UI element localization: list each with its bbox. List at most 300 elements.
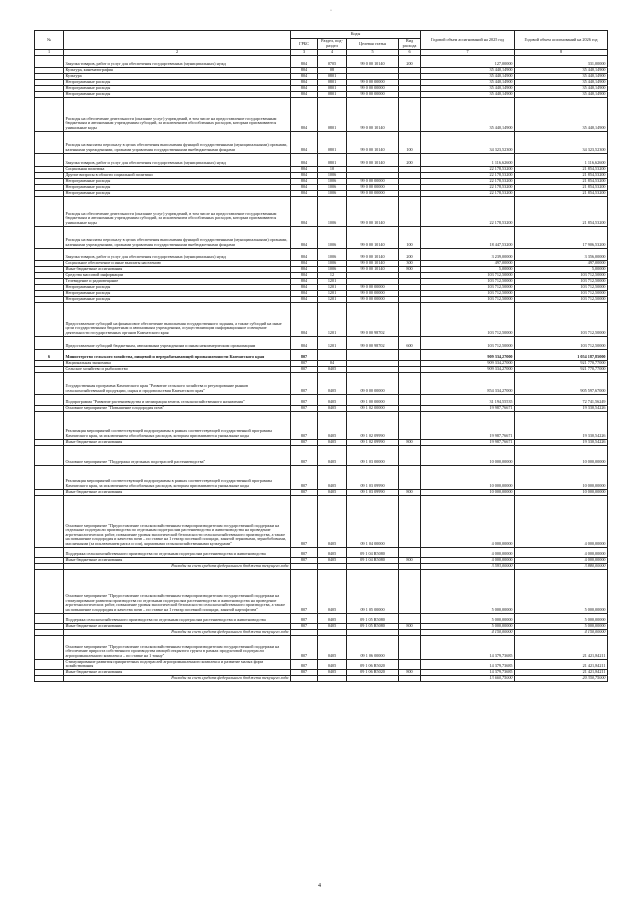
row-num (35, 153, 64, 166)
row-grbs: 804 (291, 248, 318, 260)
row-csr: 09 0 00 00000 (347, 372, 399, 394)
table-row (35, 248, 608, 260)
row-csr: 09 1 05 00000 (347, 569, 399, 613)
row-amount-2025: 19 987,76671 (421, 439, 515, 445)
row-amount-2026: 21 854,53200 (515, 172, 608, 178)
row-vr (399, 613, 421, 623)
row-csr: 99 0 00 00000 (347, 85, 399, 91)
row-amount-2025: 22 178,53200 (421, 196, 515, 226)
row-num (35, 248, 64, 260)
row-name: Расходы за счет средств федерального бюджета текущего года (64, 563, 291, 569)
row-name: Непрограммные расходы (64, 284, 291, 290)
row-name: Закупка товаров, работ и услуг для обеспечения государственных (муниципальных) нужд (64, 248, 291, 260)
row-grbs: 804 (291, 190, 318, 196)
row-num (35, 445, 64, 465)
row-razdel: 1006 (318, 196, 347, 226)
row-amount-2025: 10 000,00000 (421, 445, 515, 465)
row-amount-2025: 103 712,50000 (421, 278, 515, 284)
row-amount-2025: 909 334,27000 (421, 360, 515, 366)
row-razdel: 0405 (318, 495, 347, 547)
row-amount-2026: 19 330,54226 (515, 411, 608, 439)
row-name: Государственная программа Камчатского края "Развитие сельского хозяйства и регулирование рынков сельскохозяйственной продукции, сырья и продовольствия Камчатского края" (64, 372, 291, 394)
row-grbs: 804 (291, 131, 318, 153)
row-grbs: 807 (291, 445, 318, 465)
row-vr (399, 97, 421, 131)
row-amount-2026: 35 440,14900 (515, 97, 608, 131)
row-name: Другие вопросы в области социальной политики (64, 172, 291, 178)
row-grbs: 804 (291, 73, 318, 79)
row-csr: 99 0 00 00000 (347, 184, 399, 190)
row-amount-2026: 5,00000 (515, 266, 608, 272)
row-amount-2025: 103 712,50000 (421, 296, 515, 302)
row-amount-2026: 21 421,84211 (515, 669, 608, 675)
row-grbs: 807 (291, 349, 318, 360)
row-csr: 99 0 00 00000 (347, 79, 399, 85)
table-row (35, 336, 608, 349)
row-amount-2026: 21 421,84211 (515, 635, 608, 659)
row-csr: 09 1 04 00000 (347, 495, 399, 547)
row-grbs: 807 (291, 405, 318, 411)
row-num (35, 495, 64, 547)
row-amount-2026: 35 440,14900 (515, 67, 608, 73)
row-csr: 09 1 04 R5080 (347, 547, 399, 557)
header-vr: Вид расхода (399, 39, 421, 50)
row-amount-2025: 3 239,00000 (421, 248, 515, 260)
index-cell: 4 (318, 50, 347, 56)
row-grbs: 807 (291, 366, 318, 372)
row-csr: 09 1 06 00000 (347, 635, 399, 659)
row-name: Непрограммные расходы (64, 296, 291, 302)
row-amount-2026: 34 323,52300 (515, 131, 608, 153)
row-razdel: 10 (318, 166, 347, 172)
row-amount-2025: 22 178,53200 (421, 190, 515, 196)
row-vr (399, 302, 421, 336)
row-grbs: 807 (291, 557, 318, 563)
row-razdel: 0405 (318, 613, 347, 623)
row-name: Основное мероприятие "Повышение плодородия почв" (64, 405, 291, 411)
row-vr: 800 (399, 557, 421, 563)
row-amount-2026: 103 712,50000 (515, 284, 608, 290)
row-amount-2026: 103 712,50000 (515, 290, 608, 296)
row-amount-2025: 4 000,00000 (421, 495, 515, 547)
table-row (35, 196, 608, 226)
row-csr: 99 0 00 10140 (347, 196, 399, 226)
table-row (35, 445, 608, 465)
row-amount-2026: 4 000,00000 (515, 557, 608, 563)
row-name: Закупка товаров, работ и услуг для обеспечения государственных (муниципальных) нужд (64, 153, 291, 166)
row-csr: 99 0 00 98702 (347, 302, 399, 336)
row-name: Непрограммные расходы (64, 79, 291, 85)
page-number: 4 (318, 883, 321, 889)
row-amount-2026: 10 000,00000 (515, 489, 608, 495)
header-csr: Целевая статья (347, 39, 399, 50)
row-amount-2025: 103 712,50000 (421, 290, 515, 296)
row-amount-2025: 3 593,00000 (421, 563, 515, 569)
row-vr (399, 411, 421, 439)
row-name: Реализация мероприятий соответствующей подпрограммы в рамках соответствующей государственной программы Камчатского края, за исключением обособленных расходов, которым присваиваются уникальные коды (64, 465, 291, 489)
row-csr: 99 0 00 10140 (347, 55, 399, 67)
row-grbs: 807 (291, 372, 318, 394)
row-amount-2025: 14 379,73685 (421, 635, 515, 659)
row-name: Предоставление субсидий бюджетным, автономным учреждениям и иным некоммерческим организациям (64, 336, 291, 349)
row-amount-2026: 21 854,53200 (515, 184, 608, 190)
row-amount-2026: 497,00000 (515, 260, 608, 266)
row-csr: 99 0 00 10140 (347, 248, 399, 260)
row-amount-2026: 10 000,00000 (515, 465, 608, 489)
row-csr: 99 0 00 10140 (347, 131, 399, 153)
row-name: Подпрограмма "Развитие растениеводства и мелиорация земель сельскохозяйственного назначения" (64, 394, 291, 405)
row-vr: 300 (399, 260, 421, 266)
row-csr: 09 1 02 09990 (347, 439, 399, 445)
row-csr: 99 0 00 00000 (347, 290, 399, 296)
row-vr: 800 (399, 489, 421, 495)
row-grbs: 804 (291, 91, 318, 97)
table-row (35, 659, 608, 669)
row-amount-2025: 854 334,27000 (421, 372, 515, 394)
row-name: Расходы на выплаты персоналу в целях обеспечения выполнения функций государственными (муниципальными) органами, казенными учреждениями, органами управления государственными внебюджетными фондами (64, 226, 291, 248)
row-num (35, 196, 64, 226)
table-row (35, 97, 608, 131)
row-amount-2025: 35 440,14900 (421, 97, 515, 131)
row-csr: 99 0 00 00000 (347, 190, 399, 196)
row-num (35, 226, 64, 248)
row-vr: 800 (399, 669, 421, 675)
row-amount-2025: 103 712,50000 (421, 336, 515, 349)
row-amount-2025: 35 440,14900 (421, 67, 515, 73)
row-name: Иные бюджетные ассигнования (64, 439, 291, 445)
header-grbs: ГРБС (291, 39, 318, 50)
row-amount-2026: 3 356,00000 (515, 248, 608, 260)
table-row (35, 394, 608, 405)
row-razdel: 0405 (318, 623, 347, 629)
row-amount-2025: 35 440,14900 (421, 85, 515, 91)
row-razdel: 0801 (318, 97, 347, 131)
header-razdel: Раздел, под-раздел (318, 39, 347, 50)
row-vr: 600 (399, 336, 421, 349)
row-razdel: 0405 (318, 557, 347, 563)
index-cell: 8 (515, 50, 608, 56)
index-cell: 7 (421, 50, 515, 56)
row-amount-2025: 22 178,53200 (421, 184, 515, 190)
header-num: № (35, 31, 64, 50)
row-grbs: 807 (291, 411, 318, 439)
row-amount-2025: 5,00000 (421, 266, 515, 272)
row-num (35, 675, 64, 681)
row-name: Расходы на обеспечение деятельности (оказание услуг) учреждений, в том числе на предоставление государственным бюджетным и автономным учреждениям субсидий, за исключением обособленных расходов, которым присваиваются уникальные коды (64, 97, 291, 131)
row-name: Поддержка сельскохозяйственного производства по отдельным подотраслям растениеводства и животноводства (64, 547, 291, 557)
table-row (35, 372, 608, 394)
row-vr (399, 196, 421, 226)
row-razdel: 12 (318, 272, 347, 278)
row-csr: 09 1 04 R5080 (347, 557, 399, 563)
row-grbs: 807 (291, 394, 318, 405)
row-amount-2026: 4 150,00000 (515, 629, 608, 635)
row-grbs: 804 (291, 260, 318, 266)
row-name: Непрограммные расходы (64, 184, 291, 190)
row-grbs: 804 (291, 302, 318, 336)
row-amount-2025: 35 440,14900 (421, 79, 515, 85)
row-vr (399, 547, 421, 557)
table-row (35, 613, 608, 623)
row-vr (399, 465, 421, 489)
row-razdel (318, 349, 347, 360)
row-razdel: 0405 (318, 405, 347, 411)
row-csr: 09 1 03 09990 (347, 465, 399, 489)
row-name: Непрограммные расходы (64, 178, 291, 184)
row-amount-2026: 103 712,50000 (515, 336, 608, 349)
header-name (64, 31, 291, 50)
row-amount-2025: 497,00000 (421, 260, 515, 266)
row-csr: 09 1 05 R5080 (347, 623, 399, 629)
row-vr (399, 635, 421, 659)
row-csr: 99 0 00 10140 (347, 226, 399, 248)
row-vr: 200 (399, 248, 421, 260)
row-amount-2026: 35 440,14900 (515, 85, 608, 91)
row-num (35, 659, 64, 669)
row-num (35, 394, 64, 405)
top-mark: · (330, 8, 332, 14)
row-amount-2026: 921 770,77000 (515, 360, 608, 366)
row-grbs: 807 (291, 613, 318, 623)
row-num (35, 336, 64, 349)
row-name: Закупка товаров, работ и услуг для обеспечения государственных (муниципальных) нужд (64, 55, 291, 67)
row-csr: 09 1 06 R5020 (347, 669, 399, 675)
row-amount-2026: 20 350,75000 (515, 675, 608, 681)
row-num (35, 569, 64, 613)
row-vr: 800 (399, 266, 421, 272)
row-name: Культура, кинематография (64, 67, 291, 73)
row-name: Непрограммные расходы (64, 85, 291, 91)
row-grbs: 807 (291, 547, 318, 557)
row-grbs: 804 (291, 196, 318, 226)
row-name: Расходы за счет средств федерального бюджета текущего года (64, 675, 291, 681)
row-grbs: 804 (291, 296, 318, 302)
row-amount-2026: 21 854,53200 (515, 190, 608, 196)
row-name: Социальная политика (64, 166, 291, 172)
row-amount-2025: 14 379,73685 (421, 659, 515, 669)
row-grbs: 804 (291, 272, 318, 278)
row-num (35, 97, 64, 131)
row-vr: 200 (399, 55, 421, 67)
row-grbs: 804 (291, 67, 318, 73)
table-row (35, 55, 608, 67)
row-amount-2026: 1 116,62600 (515, 153, 608, 166)
row-razdel: 0405 (318, 659, 347, 669)
row-razdel: 0801 (318, 91, 347, 97)
row-amount-2025: 34 323,52300 (421, 131, 515, 153)
row-amount-2025: 4 000,00000 (421, 547, 515, 557)
row-grbs: 804 (291, 336, 318, 349)
row-num (35, 131, 64, 153)
row-grbs: 804 (291, 85, 318, 91)
budget-table (34, 30, 608, 682)
row-name: Расходы за счет средств федерального бюджета текущего года (64, 629, 291, 635)
row-grbs: 807 (291, 635, 318, 659)
row-vr: 200 (399, 153, 421, 166)
row-amount-2026: 5 000,00000 (515, 569, 608, 613)
row-amount-2025: 909 334,27000 (421, 349, 515, 360)
row-csr: 99 0 00 00000 (347, 284, 399, 290)
row-name: Непрограммные расходы (64, 190, 291, 196)
row-csr: 99 0 00 00000 (347, 296, 399, 302)
row-grbs: 804 (291, 79, 318, 85)
index-cell: 1 (35, 50, 64, 56)
row-vr: 800 (399, 623, 421, 629)
row-name: Основное мероприятие "Предоставление сельскохозяйственным товаропроизводителям государственной поддержки на обеспечение прироста собственного производства овощей открытого грунта в рамках продуктовой подотрасли агропромышленного комплекса – по ставке на 1 тонну" (64, 635, 291, 659)
table-row (35, 411, 608, 439)
row-num (35, 465, 64, 489)
row-razdel: 1006 (318, 248, 347, 260)
row-grbs: 804 (291, 172, 318, 178)
row-razdel: 0405 (318, 439, 347, 445)
row-amount-2026: 17 906,53200 (515, 226, 608, 248)
row-razdel: 1201 (318, 290, 347, 296)
row-razdel: 08 (318, 67, 347, 73)
row-razdel: 0801 (318, 85, 347, 91)
index-cell: 5 (347, 50, 399, 56)
row-razdel: 0405 (318, 569, 347, 613)
row-csr: 09 1 05 R5080 (347, 613, 399, 623)
row-amount-2025: 31 194,55535 (421, 394, 515, 405)
row-razdel: 1201 (318, 278, 347, 284)
row-razdel: 0405 (318, 547, 347, 557)
row-amount-2026: 905 597,67000 (515, 372, 608, 394)
row-razdel: 0405 (318, 465, 347, 489)
row-razdel: 0405 (318, 445, 347, 465)
row-amount-2026: 921 770,77000 (515, 366, 608, 372)
row-name: Стимулирование развития приоритетных подотраслей агропромышленного комплекса и развитие малых форм хозяйствования (64, 659, 291, 669)
row-name: Средства массовой информации (64, 272, 291, 278)
row-razdel: 1006 (318, 266, 347, 272)
table-row (35, 635, 608, 659)
row-vr (399, 445, 421, 465)
index-cell: 6 (399, 50, 421, 56)
row-vr: 800 (399, 439, 421, 445)
row-grbs: 807 (291, 659, 318, 669)
row-name: Телевидение и радиовещание (64, 278, 291, 284)
row-razdel (318, 675, 347, 681)
row-amount-2025: 35 440,14900 (421, 91, 515, 97)
row-amount-2026: 21 854,53200 (515, 166, 608, 172)
row-num (35, 547, 64, 557)
row-amount-2025: 22 178,53200 (421, 178, 515, 184)
row-razdel: 0405 (318, 372, 347, 394)
row-amount-2026: 103 712,50000 (515, 278, 608, 284)
row-csr: 09 1 03 00000 (347, 445, 399, 465)
row-amount-2025: 19 987,76671 (421, 411, 515, 439)
row-amount-2026: 1 054 187,85000 (515, 349, 608, 360)
row-amount-2025: 22 178,53200 (421, 166, 515, 172)
row-amount-2026: 35 440,14900 (515, 91, 608, 97)
row-razdel: 0801 (318, 79, 347, 85)
row-razdel: 0801 (318, 153, 347, 166)
row-csr: 99 0 00 00000 (347, 91, 399, 97)
row-csr: 99 0 00 10140 (347, 153, 399, 166)
row-grbs: 804 (291, 55, 318, 67)
table-row (35, 495, 608, 547)
row-razdel: 1006 (318, 172, 347, 178)
row-grbs: 804 (291, 226, 318, 248)
row-csr: 99 0 00 98702 (347, 336, 399, 349)
row-amount-2025: 10 000,00000 (421, 489, 515, 495)
row-name: Сельское хозяйство и рыболовство (64, 366, 291, 372)
row-name: Расходы на выплаты персоналу в целях обеспечения выполнения функций государственными (муниципальными) органами, казенными учреждениями, органами управления государственными внебюджетными фондами (64, 131, 291, 153)
row-razdel: 0405 (318, 635, 347, 659)
row-amount-2026: 19 330,54226 (515, 405, 608, 411)
row-razdel: 1201 (318, 284, 347, 290)
row-grbs: 804 (291, 178, 318, 184)
row-amount-2026: 3 880,00000 (515, 563, 608, 569)
row-amount-2026: 72 741,56249 (515, 394, 608, 405)
row-amount-2025: 103 712,50000 (421, 284, 515, 290)
row-amount-2025: 909 334,27000 (421, 366, 515, 372)
row-amount-2025: 5 000,00000 (421, 569, 515, 613)
row-amount-2025: 14 379,73685 (421, 669, 515, 675)
row-grbs (291, 675, 318, 681)
row-num (35, 55, 64, 67)
row-amount-2026: 4 000,00000 (515, 495, 608, 547)
row-name: Иные бюджетные ассигнования (64, 623, 291, 629)
row-vr (399, 372, 421, 394)
row-name: Иные бюджетные ассигнования (64, 266, 291, 272)
row-vr (399, 569, 421, 613)
row-razdel: 0405 (318, 669, 347, 675)
row-grbs: 807 (291, 489, 318, 495)
row-razdel: 1201 (318, 296, 347, 302)
row-csr: 09 1 06 R5020 (347, 659, 399, 669)
row-csr: 09 1 02 09990 (347, 411, 399, 439)
row-name: Национальная экономика (64, 360, 291, 366)
row-grbs: 807 (291, 669, 318, 675)
row-amount-2026: 5 000,00000 (515, 613, 608, 623)
row-amount-2025: 5 000,00000 (421, 623, 515, 629)
row-name: Поддержка сельскохозяйственного производства по отдельным подотраслям растениеводства и животноводства (64, 613, 291, 623)
table-row (35, 675, 608, 681)
row-grbs: 807 (291, 569, 318, 613)
row-csr: 99 0 00 10140 (347, 97, 399, 131)
row-amount-2025: 18 447,53200 (421, 226, 515, 248)
row-vr (399, 349, 421, 360)
row-razdel: 0801 (318, 131, 347, 153)
row-amount-2025: 103 712,50000 (421, 272, 515, 278)
row-vr (399, 394, 421, 405)
row-vr: 100 (399, 131, 421, 153)
row-name: Иные бюджетные ассигнования (64, 489, 291, 495)
header-2025: Годовой объем ассигнований на 2025 год (421, 31, 515, 50)
table-row (35, 465, 608, 489)
header-2026: Годовой объем ассигнований на 2026 год (515, 31, 608, 50)
row-csr: 09 1 00 00000 (347, 394, 399, 405)
table-row (35, 226, 608, 248)
row-razdel: 1006 (318, 184, 347, 190)
row-razdel: 1006 (318, 226, 347, 248)
row-csr: 09 1 03 09990 (347, 489, 399, 495)
row-amount-2026: 21 421,84211 (515, 659, 608, 669)
row-amount-2025: 13 660,75000 (421, 675, 515, 681)
row-amount-2025: 1 116,62600 (421, 153, 515, 166)
header-codes: Коды (291, 31, 421, 39)
table-row (35, 302, 608, 336)
row-amount-2025: 127,00000 (421, 55, 515, 67)
row-num (35, 372, 64, 394)
row-num (35, 411, 64, 439)
row-vr (399, 659, 421, 669)
row-csr: 99 0 00 00000 (347, 178, 399, 184)
table-row (35, 131, 608, 153)
row-grbs: 804 (291, 278, 318, 284)
row-amount-2026: 103 712,50000 (515, 296, 608, 302)
row-amount-2025: 103 712,50000 (421, 302, 515, 336)
